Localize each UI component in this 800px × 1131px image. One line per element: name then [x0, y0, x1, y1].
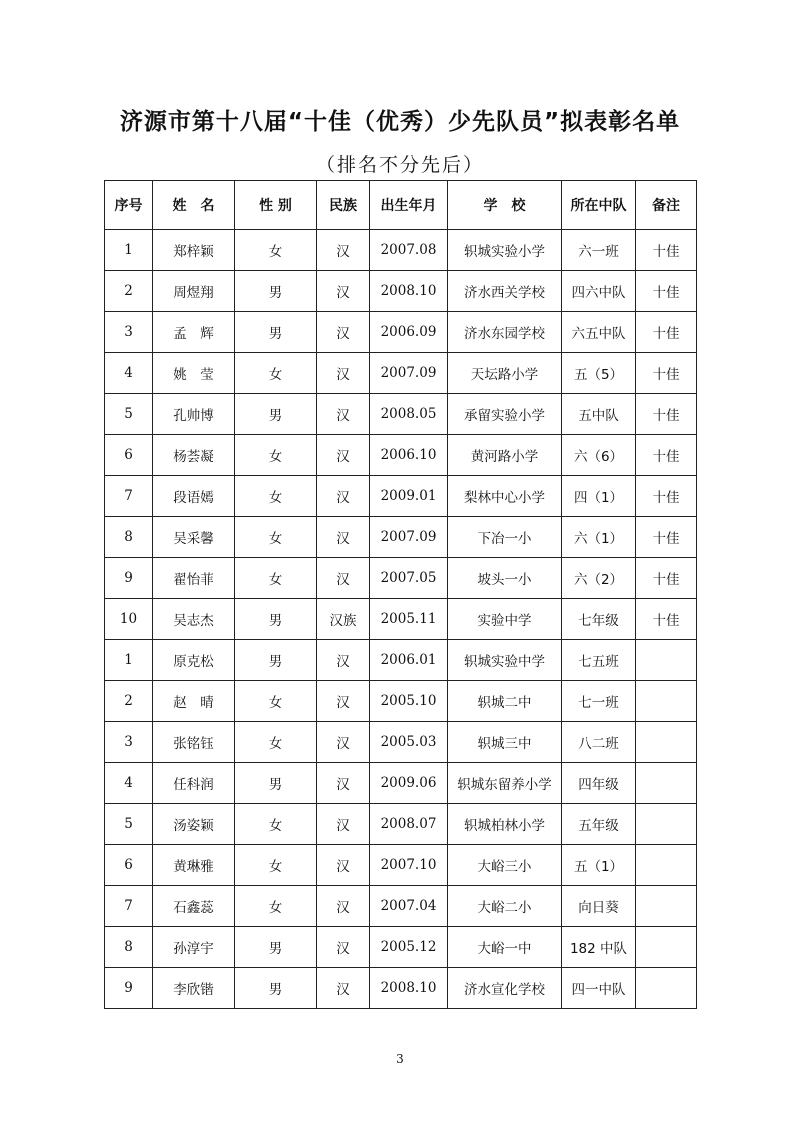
cell-note: [636, 722, 697, 763]
cell-row-index: 3: [105, 722, 153, 763]
cell-row-index: 9: [105, 968, 153, 1009]
cell-ethnicity: 汉: [317, 476, 370, 517]
cell-row-index: 1: [105, 230, 153, 271]
cell-squad: 四（1）: [562, 476, 636, 517]
cell-squad: 六（1）: [562, 517, 636, 558]
cell-note: 十佳: [636, 517, 697, 558]
cell-student-name: 姚 莹: [153, 353, 235, 394]
cell-ethnicity: 汉: [317, 886, 370, 927]
cell-squad: 五（5）: [562, 353, 636, 394]
table-row: [105, 968, 697, 1009]
cell-squad: 四年级: [562, 763, 636, 804]
cell-school: 大峪二小: [448, 886, 562, 927]
cell-student-name: 李欣锴: [153, 968, 235, 1009]
cell-student-name: 石鑫蕊: [153, 886, 235, 927]
cell-ethnicity: 汉: [317, 312, 370, 353]
cell-note: [636, 927, 697, 968]
header-squad: 所在中队: [562, 181, 636, 230]
cell-ethnicity: 汉族: [317, 599, 370, 640]
cell-birth-date: 2009.06: [370, 763, 448, 804]
cell-gender: 女: [235, 230, 317, 271]
cell-school: 济水宣化学校: [448, 968, 562, 1009]
cell-birth-date: 2006.01: [370, 640, 448, 681]
header-note: 备注: [636, 181, 697, 230]
cell-ethnicity: 汉: [317, 640, 370, 681]
table-row: [105, 599, 697, 640]
header-ethnicity: 民族: [317, 181, 370, 230]
table-row: [105, 804, 697, 845]
cell-student-name: 任科润: [153, 763, 235, 804]
cell-row-index: 2: [105, 681, 153, 722]
cell-student-name: 翟怡菲: [153, 558, 235, 599]
cell-gender: 男: [235, 640, 317, 681]
cell-gender: 男: [235, 394, 317, 435]
cell-gender: 女: [235, 845, 317, 886]
cell-student-name: 杨荟凝: [153, 435, 235, 476]
cell-row-index: 2: [105, 271, 153, 312]
cell-student-name: 张铭钰: [153, 722, 235, 763]
cell-student-name: 吴采馨: [153, 517, 235, 558]
cell-school: 轵城三中: [448, 722, 562, 763]
cell-note: 十佳: [636, 435, 697, 476]
cell-squad: 六一班: [562, 230, 636, 271]
cell-note: 十佳: [636, 599, 697, 640]
cell-student-name: 郑梓颖: [153, 230, 235, 271]
cell-row-index: 5: [105, 804, 153, 845]
cell-squad: 五（1）: [562, 845, 636, 886]
cell-student-name: 赵 晴: [153, 681, 235, 722]
table-row: [105, 640, 697, 681]
cell-birth-date: 2008.05: [370, 394, 448, 435]
cell-note: 十佳: [636, 353, 697, 394]
cell-note: 十佳: [636, 230, 697, 271]
cell-birth-date: 2005.12: [370, 927, 448, 968]
cell-ethnicity: 汉: [317, 394, 370, 435]
cell-ethnicity: 汉: [317, 804, 370, 845]
header-name: 姓 名: [153, 181, 235, 230]
cell-squad: 七一班: [562, 681, 636, 722]
cell-ethnicity: 汉: [317, 927, 370, 968]
cell-ethnicity: 汉: [317, 722, 370, 763]
cell-school: 大峪三小: [448, 845, 562, 886]
cell-gender: 女: [235, 886, 317, 927]
cell-school: 黄河路小学: [448, 435, 562, 476]
table-row: [105, 722, 697, 763]
cell-birth-date: 2006.09: [370, 312, 448, 353]
cell-gender: 男: [235, 968, 317, 1009]
cell-school: 轵城实验小学: [448, 230, 562, 271]
table-row: [105, 230, 697, 271]
cell-row-index: 9: [105, 558, 153, 599]
cell-note: 十佳: [636, 558, 697, 599]
cell-birth-date: 2005.03: [370, 722, 448, 763]
cell-squad: 六（6）: [562, 435, 636, 476]
cell-school: 实验中学: [448, 599, 562, 640]
cell-ethnicity: 汉: [317, 558, 370, 599]
cell-birth-date: 2007.08: [370, 230, 448, 271]
cell-school: 济水东园学校: [448, 312, 562, 353]
cell-squad: 向日葵: [562, 886, 636, 927]
table-row: [105, 845, 697, 886]
page-number: 3: [396, 1052, 404, 1066]
cell-birth-date: 2009.01: [370, 476, 448, 517]
cell-gender: 女: [235, 804, 317, 845]
cell-ethnicity: 汉: [317, 353, 370, 394]
cell-school: 轵城东留养小学: [448, 763, 562, 804]
cell-gender: 女: [235, 722, 317, 763]
header-gender: 性 别: [235, 181, 317, 230]
cell-school: 轵城柏林小学: [448, 804, 562, 845]
cell-squad: 182 中队: [562, 927, 636, 968]
table-row: [105, 886, 697, 927]
cell-note: [636, 763, 697, 804]
cell-squad: 四一中队: [562, 968, 636, 1009]
table-row: [105, 353, 697, 394]
cell-school: 下冶一小: [448, 517, 562, 558]
cell-ethnicity: 汉: [317, 845, 370, 886]
cell-note: [636, 804, 697, 845]
cell-note: [636, 968, 697, 1009]
cell-note: 十佳: [636, 394, 697, 435]
cell-row-index: 8: [105, 517, 153, 558]
cell-squad: 五年级: [562, 804, 636, 845]
cell-note: 十佳: [636, 271, 697, 312]
cell-row-index: 10: [105, 599, 153, 640]
cell-ethnicity: 汉: [317, 230, 370, 271]
cell-ethnicity: 汉: [317, 968, 370, 1009]
cell-squad: 八二班: [562, 722, 636, 763]
cell-school: 梨林中心小学: [448, 476, 562, 517]
cell-school: 大峪一中: [448, 927, 562, 968]
cell-row-index: 1: [105, 640, 153, 681]
cell-squad: 七五班: [562, 640, 636, 681]
table-row: [105, 271, 697, 312]
cell-birth-date: 2007.04: [370, 886, 448, 927]
table-row: [105, 763, 697, 804]
cell-student-name: 吴志杰: [153, 599, 235, 640]
cell-gender: 男: [235, 312, 317, 353]
cell-squad: 四六中队: [562, 271, 636, 312]
cell-gender: 男: [235, 271, 317, 312]
cell-school: 承留实验小学: [448, 394, 562, 435]
cell-squad: 七年级: [562, 599, 636, 640]
cell-gender: 女: [235, 558, 317, 599]
cell-row-index: 7: [105, 476, 153, 517]
cell-student-name: 原克松: [153, 640, 235, 681]
cell-student-name: 孔帅博: [153, 394, 235, 435]
cell-ethnicity: 汉: [317, 681, 370, 722]
cell-birth-date: 2008.10: [370, 271, 448, 312]
cell-gender: 男: [235, 599, 317, 640]
cell-row-index: 8: [105, 927, 153, 968]
cell-row-index: 4: [105, 353, 153, 394]
cell-ethnicity: 汉: [317, 271, 370, 312]
cell-student-name: 孟 辉: [153, 312, 235, 353]
cell-squad: 五中队: [562, 394, 636, 435]
cell-row-index: 7: [105, 886, 153, 927]
cell-gender: 女: [235, 353, 317, 394]
cell-birth-date: 2006.10: [370, 435, 448, 476]
table-row: [105, 476, 697, 517]
cell-gender: 女: [235, 435, 317, 476]
cell-birth-date: 2007.05: [370, 558, 448, 599]
cell-note: [636, 845, 697, 886]
table-row: [105, 517, 697, 558]
table-row: [105, 435, 697, 476]
cell-ethnicity: 汉: [317, 435, 370, 476]
header-birth: 出生年月: [370, 181, 448, 230]
cell-note: [636, 681, 697, 722]
cell-school: 济水西关学校: [448, 271, 562, 312]
cell-gender: 男: [235, 763, 317, 804]
cell-birth-date: 2005.10: [370, 681, 448, 722]
table-body: [105, 230, 697, 1009]
cell-row-index: 6: [105, 845, 153, 886]
cell-note: 十佳: [636, 476, 697, 517]
cell-student-name: 段语嫣: [153, 476, 235, 517]
table-row: [105, 927, 697, 968]
cell-squad: 六（2）: [562, 558, 636, 599]
cell-birth-date: 2007.09: [370, 353, 448, 394]
page-title: 济源市第十八届“十佳（优秀）少先队员”拟表彰名单: [119, 109, 681, 135]
cell-gender: 女: [235, 476, 317, 517]
table-row: [105, 558, 697, 599]
cell-student-name: 孙淳宇: [153, 927, 235, 968]
cell-birth-date: 2005.11: [370, 599, 448, 640]
cell-student-name: 黄琳雅: [153, 845, 235, 886]
cell-gender: 女: [235, 681, 317, 722]
cell-school: 轵城实验中学: [448, 640, 562, 681]
cell-note: [636, 640, 697, 681]
cell-row-index: 4: [105, 763, 153, 804]
cell-school: 轵城二中: [448, 681, 562, 722]
cell-squad: 六五中队: [562, 312, 636, 353]
cell-row-index: 6: [105, 435, 153, 476]
cell-gender: 女: [235, 517, 317, 558]
page-subtitle: （排名不分先后）: [315, 154, 484, 176]
roster-table: [104, 180, 697, 1009]
cell-birth-date: 2008.07: [370, 804, 448, 845]
cell-row-index: 3: [105, 312, 153, 353]
cell-ethnicity: 汉: [317, 517, 370, 558]
table-row: [105, 681, 697, 722]
cell-note: [636, 886, 697, 927]
cell-birth-date: 2008.10: [370, 968, 448, 1009]
cell-birth-date: 2007.10: [370, 845, 448, 886]
cell-school: 坡头一小: [448, 558, 562, 599]
cell-school: 天坛路小学: [448, 353, 562, 394]
header-school: 学 校: [448, 181, 562, 230]
header-index: 序号: [105, 181, 153, 230]
cell-student-name: 汤姿颖: [153, 804, 235, 845]
cell-student-name: 周煜翔: [153, 271, 235, 312]
cell-row-index: 5: [105, 394, 153, 435]
table-row: [105, 394, 697, 435]
table-header-row: [105, 181, 697, 230]
cell-ethnicity: 汉: [317, 763, 370, 804]
cell-note: 十佳: [636, 312, 697, 353]
cell-birth-date: 2007.09: [370, 517, 448, 558]
cell-gender: 男: [235, 927, 317, 968]
table-row: [105, 312, 697, 353]
